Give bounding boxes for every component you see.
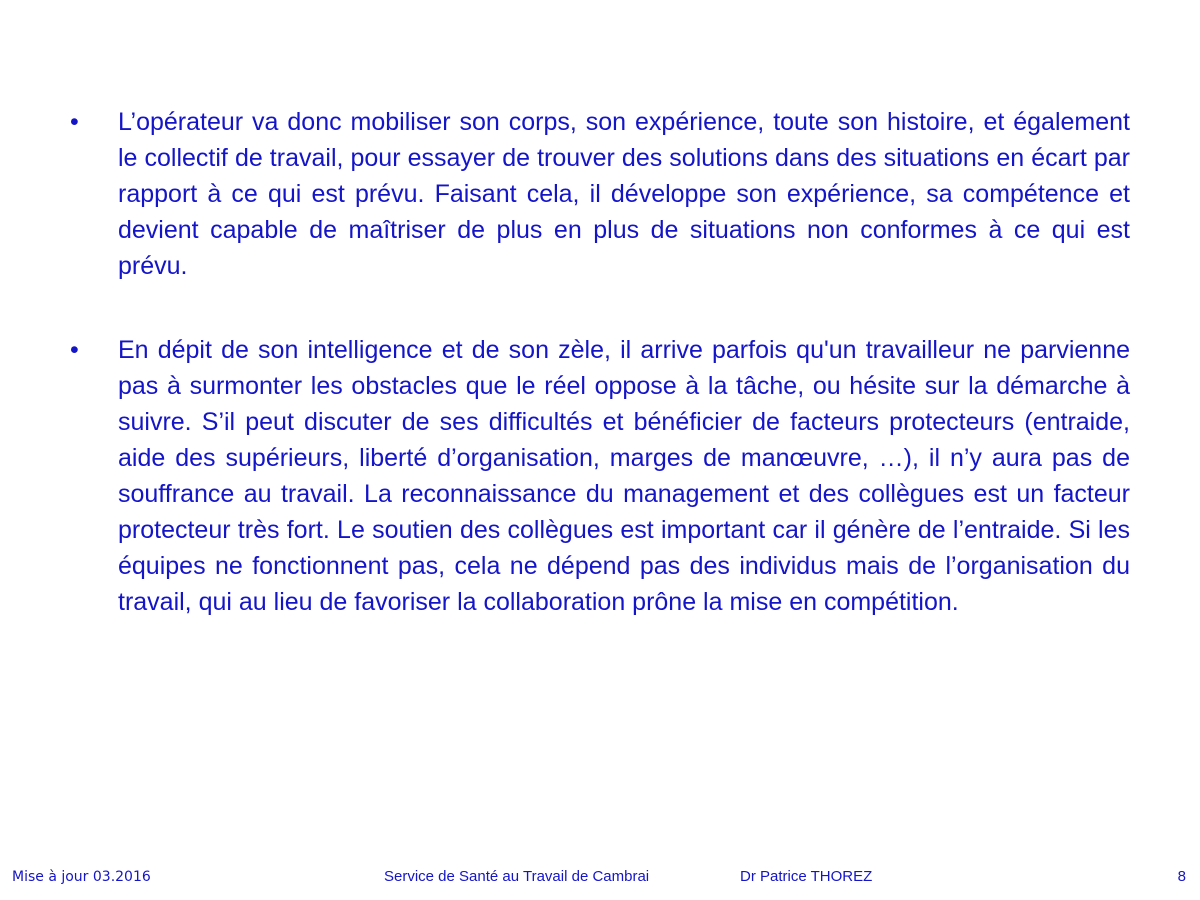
bullet-dot-icon: • <box>70 108 79 136</box>
footer-service: Service de Santé au Travail de Cambrai <box>384 868 650 885</box>
bullet-text: L’opérateur va donc mobiliser son corps, son expérience, toute son histoire, et également le collectif de travail, pour essayer de trouver des solutions dans des situations en écart par rapport à ce qui est prévu. Faisant cela, il développe son expérience, sa compétence et devient capable de maîtriser de plus en plus de situations non conformes à ce qui est prévu. <box>118 108 1130 280</box>
footer-update-date: Mise à jour 03.2016 <box>12 869 151 885</box>
bullet-list <box>70 104 1130 668</box>
footer-author: Dr Patrice THOREZ <box>740 868 873 885</box>
page-number: 8 <box>1177 868 1186 885</box>
bullet-text: En dépit de son intelligence et de son zèle, il arrive parfois qu'un travailleur ne parvienne pas à surmonter les obstacles que le réel oppose à la tâche, ou hésite sur la démarche à suivre. S’il peut discuter de ses difficultés et bénéficier de facteurs protecteurs (entraide, aide des supérieurs, liberté d’organisation, marges de manœuvre, …), il n’y aura pas de souffrance au travail. La reconnaissance du management et des collègues est un facteur protecteur très fort. Le soutien des collègues est important car il génère de l’entraide. Si les équipes ne fonctionnent pas, cela ne dépend pas des individus mais de l’organisation du travail, qui au lieu de favoriser la collaboration prône la mise en compétition. <box>118 336 1130 616</box>
bullet-item <box>70 332 1130 620</box>
bullet-dot-icon: • <box>70 336 79 364</box>
bullet-item <box>70 104 1130 284</box>
